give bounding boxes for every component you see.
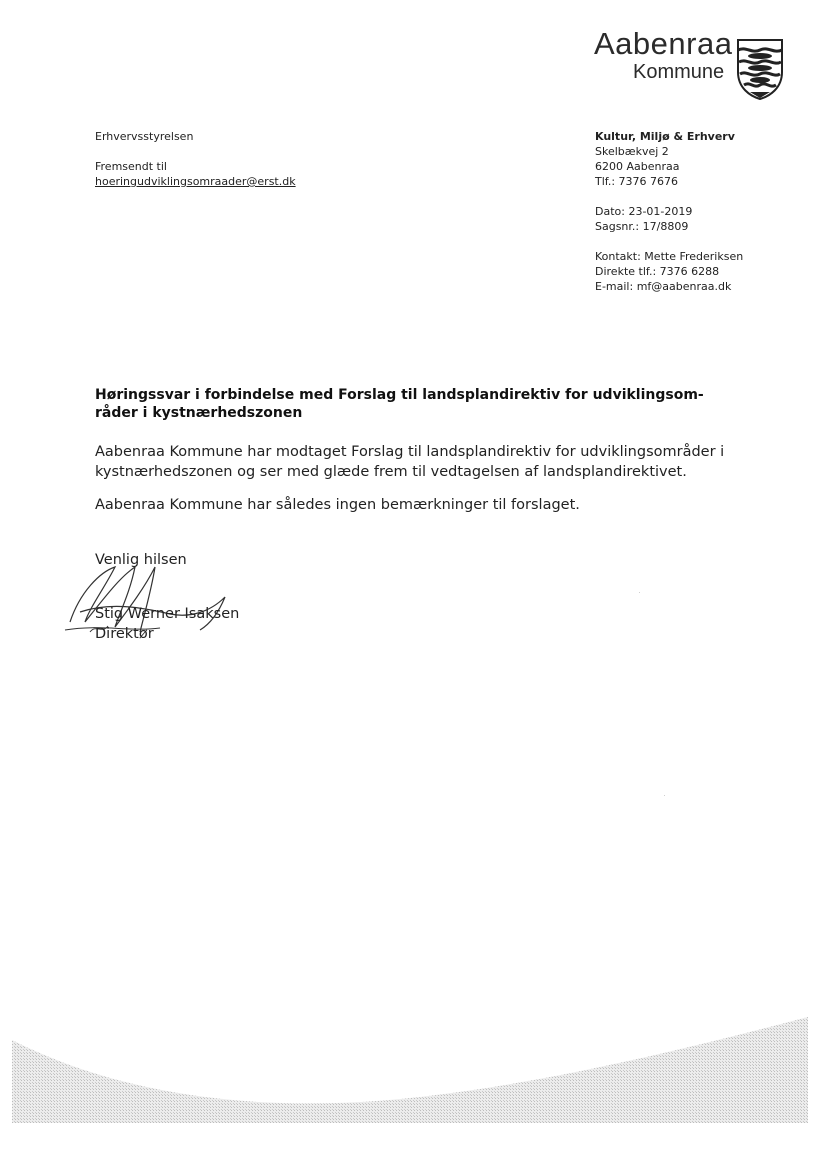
- contact-email: E-mail: mf@aabenraa.dk: [595, 280, 732, 293]
- sender-city: 6200 Aabenraa: [595, 160, 680, 173]
- paragraph-1: [95, 442, 745, 482]
- logo-subtitle: Kommune: [633, 61, 725, 83]
- paragraph-1-line-2: kystnærhedszonen og ser med glæde frem til vedtagelsen af landsplandirektivet.: [95, 464, 687, 480]
- scan-speck: [664, 795, 665, 796]
- recipient-name: Erhvervsstyrelsen: [95, 130, 194, 143]
- paragraph-2: Aabenraa Kommune har således ingen bemærkninger til forslaget.: [95, 497, 580, 513]
- subject-line-1: Høringssvar i forbindelse med Forslag til landsplandirektiv for udviklingsom-: [95, 387, 704, 403]
- sender-department: Kultur, Miljø & Erhverv: [595, 130, 735, 143]
- scan-speck: [639, 592, 640, 593]
- sender-street: Skelbækvej 2: [595, 145, 669, 158]
- letter-subject: [95, 386, 735, 422]
- sender-block: [595, 129, 805, 294]
- case-number: Sagsnr.: 17/8809: [595, 220, 689, 233]
- recipient-block: [95, 129, 425, 189]
- closing-greeting: Venlig hilsen: [95, 552, 187, 568]
- signatory-title: Direktør: [95, 626, 154, 642]
- recipient-email-link[interactable]: hoeringudviklingsomraader@erst.dk: [95, 175, 296, 188]
- contact-person: Kontakt: Mette Frederiksen: [595, 250, 744, 263]
- footer-wave: [0, 1005, 827, 1125]
- subject-line-2: råder i kystnærhedszonen: [95, 405, 303, 421]
- paragraph-1-line-1: Aabenraa Kommune har modtaget Forslag til landsplandirektiv for udviklingsområder i: [95, 444, 725, 460]
- sender-phone: Tlf.: 7376 7676: [595, 175, 679, 188]
- handwritten-signature: [60, 552, 260, 652]
- logo-name: Aabenraa: [594, 26, 733, 61]
- sent-to-label: Fremsendt til: [95, 160, 167, 173]
- signatory-name: Stig Werner Isaksen: [95, 606, 240, 622]
- letter-date: Dato: 23-01-2019: [595, 205, 693, 218]
- direct-phone: Direkte tlf.: 7376 6288: [595, 265, 720, 278]
- coat-of-arms-icon: [736, 38, 784, 100]
